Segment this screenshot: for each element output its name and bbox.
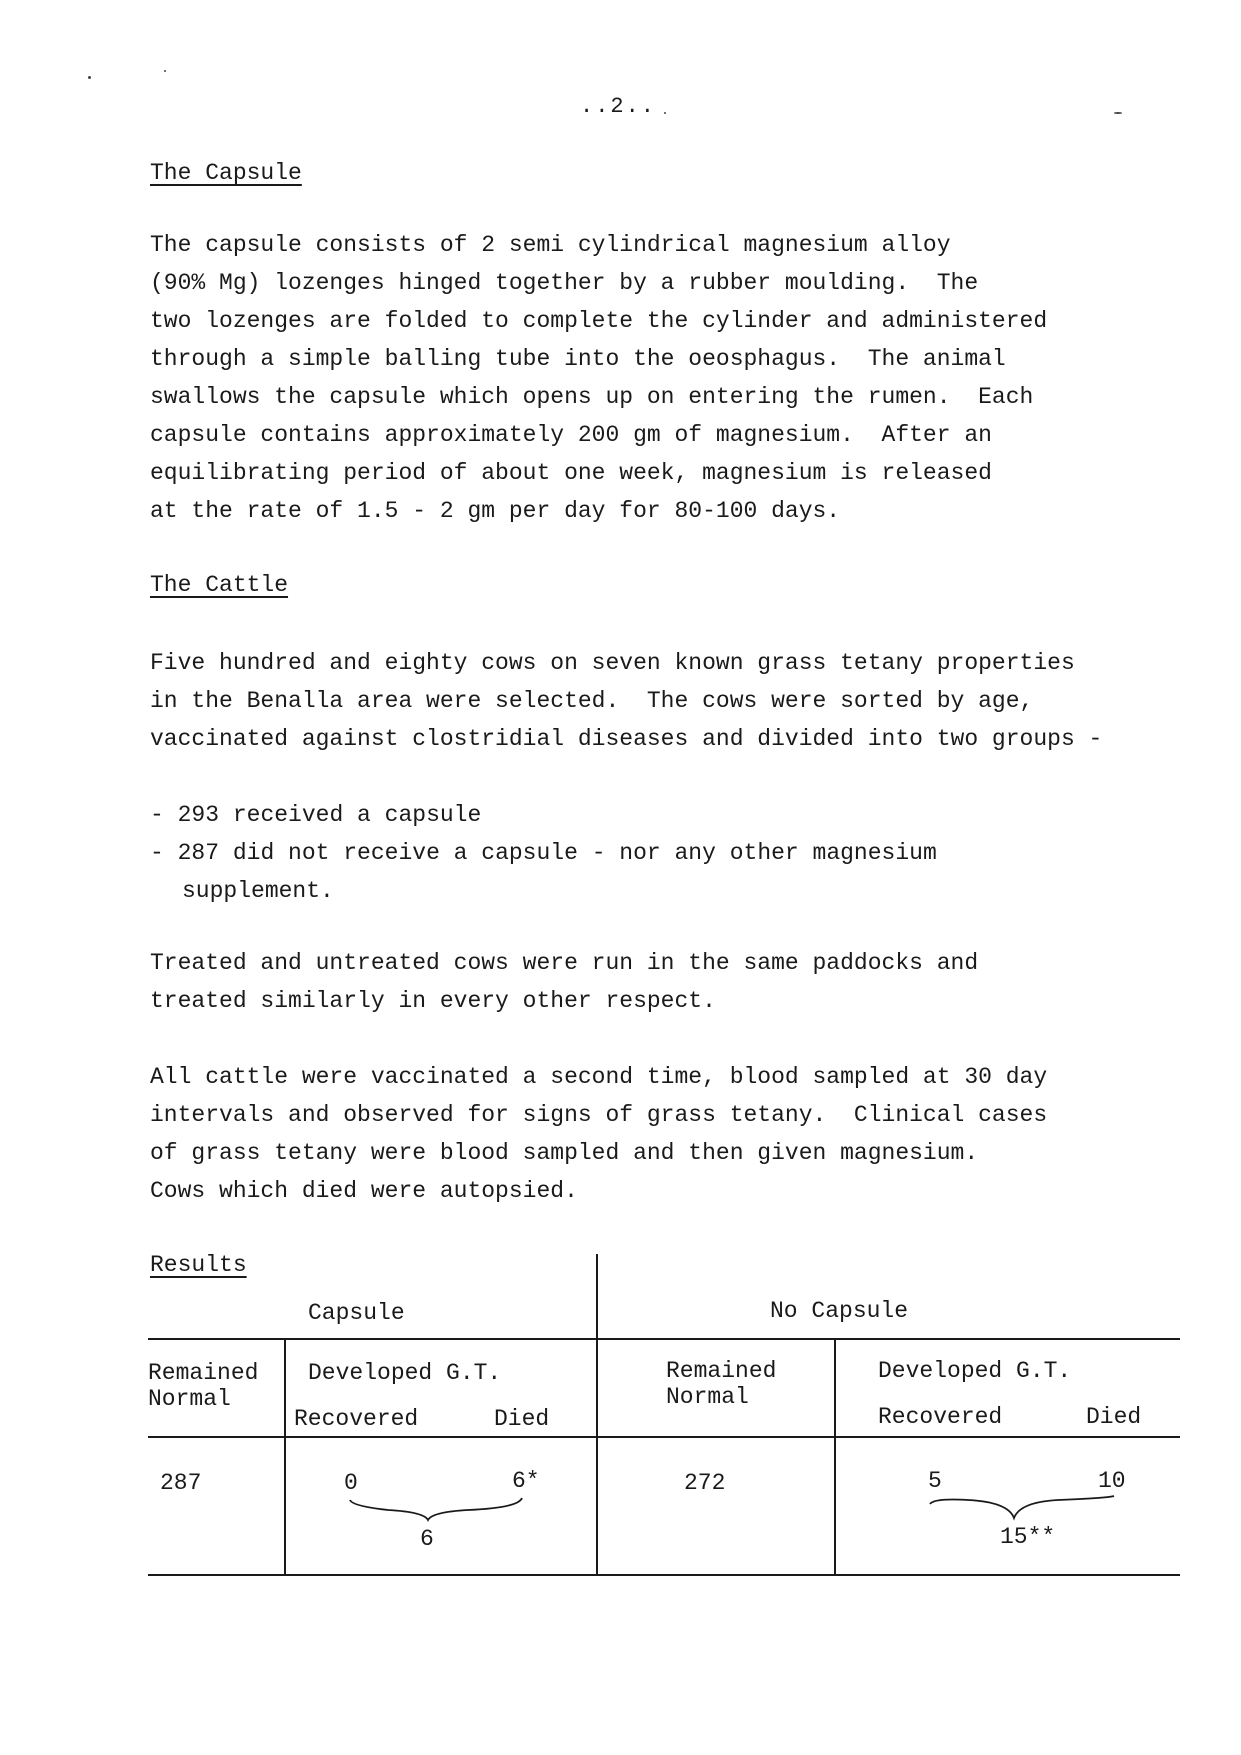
treatment-paragraph <box>150 944 978 1020</box>
scan-speck <box>88 76 91 79</box>
capsule-heading: The Capsule <box>150 160 302 186</box>
sampling-paragraph <box>150 1058 1047 1210</box>
text-line: through a simple balling tube into the oeosphagus. The animal <box>150 346 1006 372</box>
group-list <box>150 796 937 910</box>
text-line: two lozenges are folded to complete the cylinder and administered <box>150 308 1048 334</box>
cattle-heading: The Cattle <box>150 572 289 598</box>
text-line: treated similarly in every other respect. <box>150 988 716 1014</box>
no-capsule-remained-normal-value: 272 <box>684 1470 726 1496</box>
capsule-died-value: 6* <box>512 1468 540 1494</box>
died-header: Died <box>494 1406 550 1432</box>
text-line: swallows the capsule which opens up on entering the rumen. Each <box>150 384 1034 410</box>
capsule-column-divider <box>284 1338 286 1576</box>
group-divider <box>596 1254 598 1576</box>
text-line: capsule contains approximately 200 gm of magnesium. After an <box>150 422 992 448</box>
capsule-group-header: Capsule <box>308 1300 405 1326</box>
results-heading: Results <box>150 1252 247 1278</box>
developed-gt-header: Developed G.T. <box>308 1360 502 1386</box>
cattle-intro-paragraph <box>150 644 1102 758</box>
text-line: Five hundred and eighty cows on seven known grass tetany properties <box>150 650 1075 676</box>
list-item: - 293 received a capsule <box>150 802 482 828</box>
text-line: All cattle were vaccinated a second time, blood sampled at 30 day <box>150 1064 1048 1090</box>
header-rule <box>148 1338 1180 1340</box>
capsule-remained-normal-value: 287 <box>160 1470 202 1496</box>
no-capsule-recovered-value: 5 <box>928 1468 942 1494</box>
text-line: Treated and untreated cows were run in the same paddocks and <box>150 950 979 976</box>
capsule-total-brace <box>348 1496 528 1530</box>
results-table <box>148 1270 1180 1590</box>
capsule-paragraph <box>150 226 1047 530</box>
text-line: equilibrating period of about one week, magnesium is released <box>150 460 992 486</box>
scan-speck <box>1114 112 1122 114</box>
capsule-total-value: 6 <box>420 1526 434 1552</box>
no-capsule-column-divider <box>834 1338 836 1576</box>
page-number: ..2.. <box>580 94 657 119</box>
text-line: The capsule consists of 2 semi cylindrical magnesium alloy <box>150 232 951 258</box>
text-line: vaccinated against clostridial diseases and divided into two groups - <box>150 726 1103 752</box>
text-line: at the rate of 1.5 - 2 gm per day for 80-100 days. <box>150 498 841 524</box>
text-line: (90% Mg) lozenges hinged together by a rubber moulding. The <box>150 270 979 296</box>
text-line: of grass tetany were blood sampled and then given magnesium. <box>150 1140 979 1166</box>
list-item-continuation: supplement. <box>182 878 334 904</box>
text-line: Cows which died were autopsied. <box>150 1178 578 1204</box>
scan-speck <box>164 70 166 72</box>
no-capsule-total-value: 15** <box>1000 1524 1056 1550</box>
developed-gt-header: Developed G.T. <box>878 1358 1072 1384</box>
recovered-header: Recovered <box>878 1404 1003 1430</box>
list-item: - 287 did not receive a capsule - nor any other magnesium <box>150 840 937 866</box>
remained-normal-header: Remained Normal <box>148 1360 259 1412</box>
bottom-rule <box>148 1574 1180 1576</box>
capsule-recovered-value: 0 <box>344 1470 358 1496</box>
remained-normal-header: Remained Normal <box>666 1358 777 1410</box>
scan-speck <box>664 112 666 114</box>
no-capsule-group-header: No Capsule <box>770 1298 909 1324</box>
no-capsule-died-value: 10 <box>1098 1468 1126 1494</box>
text-line: intervals and observed for signs of grass tetany. Clinical cases <box>150 1102 1048 1128</box>
text-line: in the Benalla area were selected. The cows were sorted by age, <box>150 688 1034 714</box>
died-header: Died <box>1086 1404 1142 1430</box>
recovered-header: Recovered <box>294 1406 419 1432</box>
subheader-rule <box>148 1436 1180 1438</box>
no-capsule-total-brace <box>928 1494 1118 1528</box>
